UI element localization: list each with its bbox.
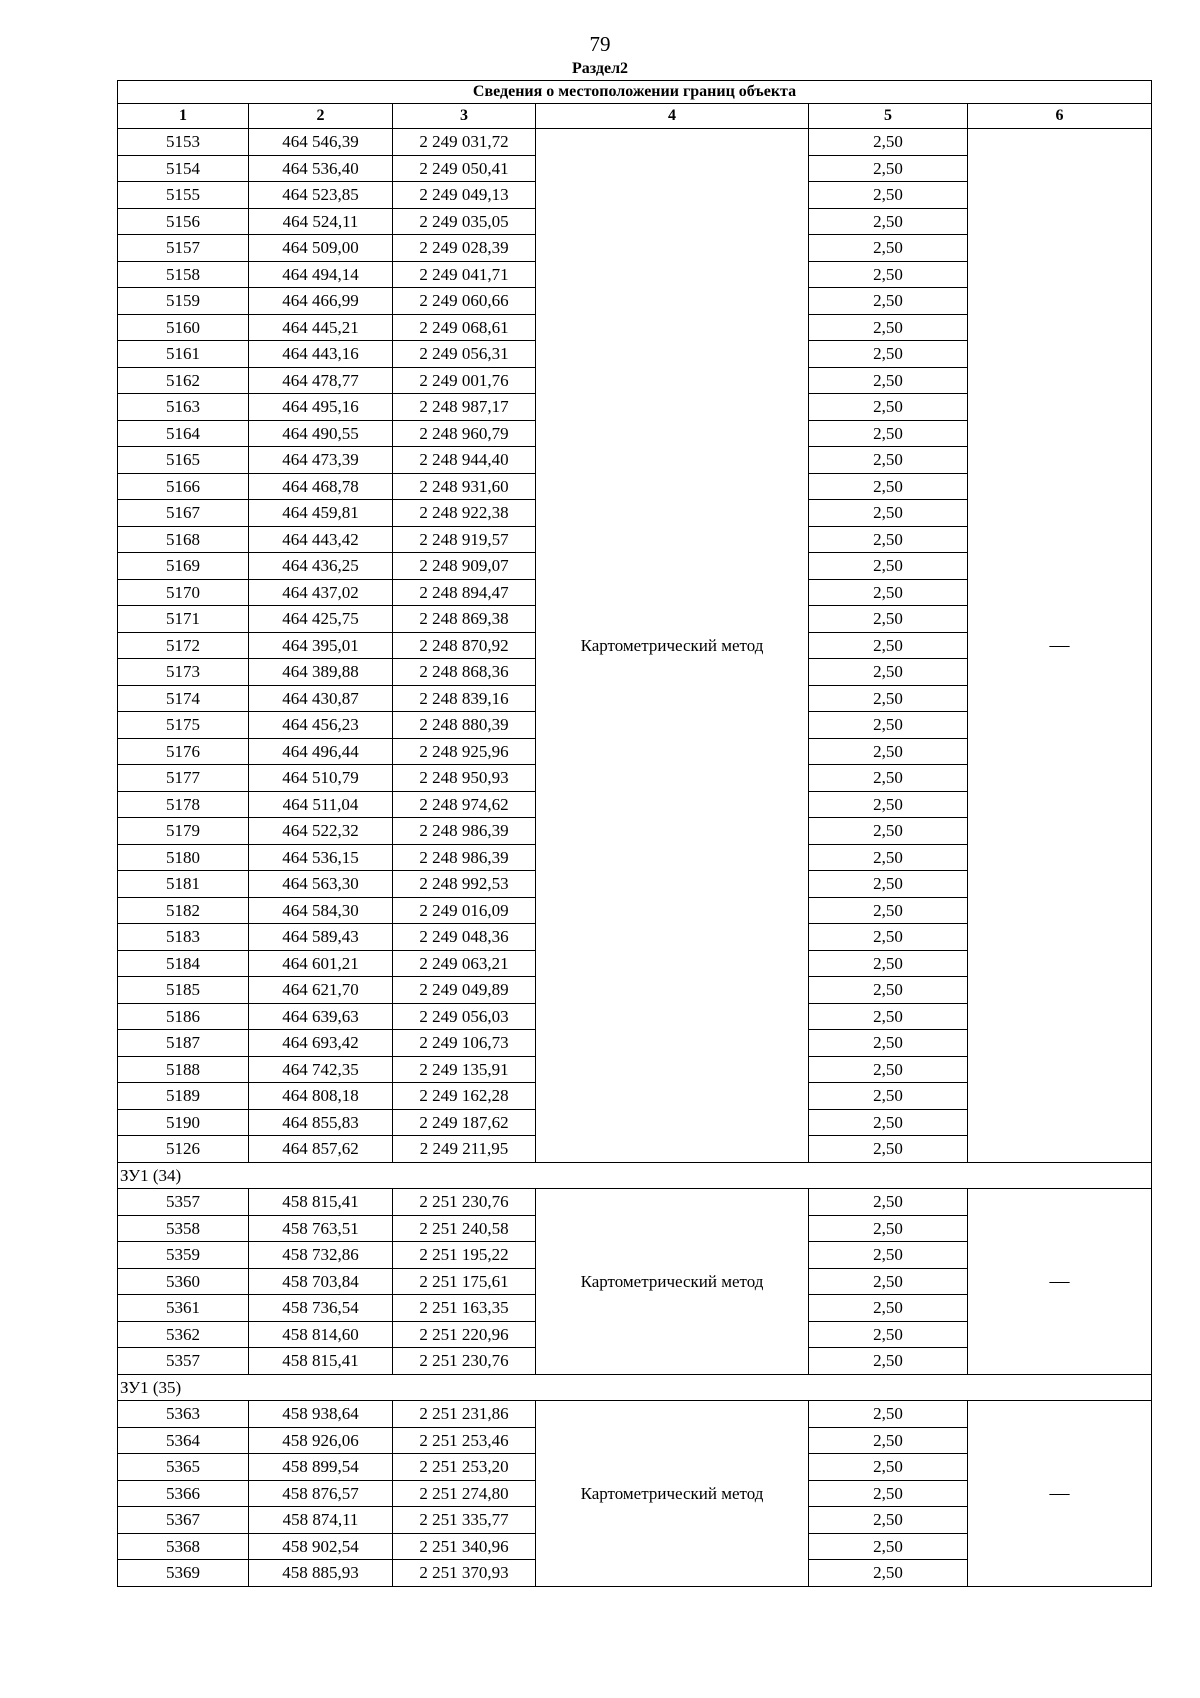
- point-number-cell: 5163: [118, 394, 249, 421]
- y-coordinate-cell: 2 251 370,93: [393, 1560, 536, 1587]
- x-coordinate-cell: 464 490,55: [249, 420, 393, 447]
- x-coordinate-cell: 458 732,86: [249, 1242, 393, 1269]
- x-coordinate-cell: 458 938,64: [249, 1401, 393, 1428]
- y-coordinate-cell: 2 249 049,13: [393, 182, 536, 209]
- x-coordinate-cell: 464 466,99: [249, 288, 393, 315]
- point-number-cell: 5366: [118, 1480, 249, 1507]
- point-number-cell: 5174: [118, 685, 249, 712]
- precision-cell: 2,50: [809, 553, 968, 580]
- point-number-cell: 5362: [118, 1321, 249, 1348]
- y-coordinate-cell: 2 251 274,80: [393, 1480, 536, 1507]
- precision-cell: 2,50: [809, 924, 968, 951]
- x-coordinate-cell: 464 639,63: [249, 1003, 393, 1030]
- point-number-cell: 5126: [118, 1136, 249, 1163]
- y-coordinate-cell: 2 248 992,53: [393, 871, 536, 898]
- precision-cell: 2,50: [809, 871, 968, 898]
- y-coordinate-cell: 2 248 925,96: [393, 738, 536, 765]
- y-coordinate-cell: 2 251 340,96: [393, 1533, 536, 1560]
- point-number-cell: 5358: [118, 1215, 249, 1242]
- table-row: [118, 129, 1152, 156]
- precision-cell: 2,50: [809, 182, 968, 209]
- y-coordinate-cell: 2 251 231,86: [393, 1401, 536, 1428]
- y-coordinate-cell: 2 249 063,21: [393, 950, 536, 977]
- precision-cell: 2,50: [809, 685, 968, 712]
- precision-cell: 2,50: [809, 394, 968, 421]
- point-number-cell: 5186: [118, 1003, 249, 1030]
- x-coordinate-cell: 458 763,51: [249, 1215, 393, 1242]
- x-coordinate-cell: 464 857,62: [249, 1136, 393, 1163]
- x-coordinate-cell: 458 703,84: [249, 1268, 393, 1295]
- group-label-row: [118, 1374, 1152, 1401]
- column-header-5: 5: [809, 104, 968, 129]
- x-coordinate-cell: 458 926,06: [249, 1427, 393, 1454]
- precision-cell: 2,50: [809, 1401, 968, 1428]
- precision-cell: 2,50: [809, 155, 968, 182]
- y-coordinate-cell: 2 248 922,38: [393, 500, 536, 527]
- y-coordinate-cell: 2 248 944,40: [393, 447, 536, 474]
- precision-cell: 2,50: [809, 1321, 968, 1348]
- y-coordinate-cell: 2 248 919,57: [393, 526, 536, 553]
- point-number-cell: 5168: [118, 526, 249, 553]
- y-coordinate-cell: 2 248 986,39: [393, 818, 536, 845]
- x-coordinate-cell: 458 899,54: [249, 1454, 393, 1481]
- y-coordinate-cell: 2 249 135,91: [393, 1056, 536, 1083]
- point-number-cell: 5175: [118, 712, 249, 739]
- y-coordinate-cell: 2 249 016,09: [393, 897, 536, 924]
- precision-cell: 2,50: [809, 447, 968, 474]
- table-caption: Сведения о местоположении границ объекта: [118, 81, 1152, 104]
- column-header-4: 4: [536, 104, 809, 129]
- precision-cell: 2,50: [809, 897, 968, 924]
- x-coordinate-cell: 464 430,87: [249, 685, 393, 712]
- point-number-cell: 5184: [118, 950, 249, 977]
- precision-cell: 2,50: [809, 1215, 968, 1242]
- y-coordinate-cell: 2 249 056,03: [393, 1003, 536, 1030]
- column-header-6: 6: [968, 104, 1152, 129]
- point-number-cell: 5187: [118, 1030, 249, 1057]
- point-number-cell: 5161: [118, 341, 249, 368]
- x-coordinate-cell: 464 494,14: [249, 261, 393, 288]
- x-coordinate-cell: 464 510,79: [249, 765, 393, 792]
- point-number-cell: 5365: [118, 1454, 249, 1481]
- x-coordinate-cell: 458 815,41: [249, 1189, 393, 1216]
- precision-cell: 2,50: [809, 235, 968, 262]
- x-coordinate-cell: 464 584,30: [249, 897, 393, 924]
- y-coordinate-cell: 2 249 035,05: [393, 208, 536, 235]
- point-number-cell: 5158: [118, 261, 249, 288]
- y-coordinate-cell: 2 248 950,93: [393, 765, 536, 792]
- x-coordinate-cell: 464 473,39: [249, 447, 393, 474]
- precision-cell: 2,50: [809, 1427, 968, 1454]
- point-number-cell: 5173: [118, 659, 249, 686]
- boundary-table: [117, 80, 1152, 1587]
- x-coordinate-cell: 464 742,35: [249, 1056, 393, 1083]
- y-coordinate-cell: 2 249 106,73: [393, 1030, 536, 1057]
- precision-cell: 2,50: [809, 1533, 968, 1560]
- x-coordinate-cell: 464 445,21: [249, 314, 393, 341]
- precision-cell: 2,50: [809, 791, 968, 818]
- y-coordinate-cell: 2 251 335,77: [393, 1507, 536, 1534]
- point-number-cell: 5183: [118, 924, 249, 951]
- column-header-1: 1: [118, 104, 249, 129]
- y-coordinate-cell: 2 249 041,71: [393, 261, 536, 288]
- x-coordinate-cell: 458 885,93: [249, 1560, 393, 1587]
- y-coordinate-cell: 2 248 868,36: [393, 659, 536, 686]
- table-row: [118, 1401, 1152, 1428]
- x-coordinate-cell: 464 509,00: [249, 235, 393, 262]
- y-coordinate-cell: 2 248 974,62: [393, 791, 536, 818]
- precision-cell: 2,50: [809, 579, 968, 606]
- point-number-cell: 5153: [118, 129, 249, 156]
- precision-cell: 2,50: [809, 632, 968, 659]
- x-coordinate-cell: 458 814,60: [249, 1321, 393, 1348]
- point-number-cell: 5166: [118, 473, 249, 500]
- x-coordinate-cell: 464 436,25: [249, 553, 393, 580]
- y-coordinate-cell: 2 251 230,76: [393, 1189, 536, 1216]
- x-coordinate-cell: 464 459,81: [249, 500, 393, 527]
- precision-cell: 2,50: [809, 1348, 968, 1375]
- x-coordinate-cell: 464 546,39: [249, 129, 393, 156]
- x-coordinate-cell: 464 536,40: [249, 155, 393, 182]
- point-number-cell: 5159: [118, 288, 249, 315]
- point-number-cell: 5165: [118, 447, 249, 474]
- y-coordinate-cell: 2 248 987,17: [393, 394, 536, 421]
- x-coordinate-cell: 464 468,78: [249, 473, 393, 500]
- y-coordinate-cell: 2 251 253,46: [393, 1427, 536, 1454]
- section-title: Раздел2: [571, 60, 629, 77]
- x-coordinate-cell: 458 876,57: [249, 1480, 393, 1507]
- point-number-cell: 5367: [118, 1507, 249, 1534]
- precision-cell: 2,50: [809, 1454, 968, 1481]
- x-coordinate-cell: 464 524,11: [249, 208, 393, 235]
- y-coordinate-cell: 2 251 175,61: [393, 1268, 536, 1295]
- x-coordinate-cell: 464 621,70: [249, 977, 393, 1004]
- precision-cell: 2,50: [809, 1083, 968, 1110]
- x-coordinate-cell: 464 443,42: [249, 526, 393, 553]
- y-coordinate-cell: 2 249 031,72: [393, 129, 536, 156]
- point-number-cell: 5155: [118, 182, 249, 209]
- precision-cell: 2,50: [809, 950, 968, 977]
- precision-cell: 2,50: [809, 526, 968, 553]
- point-number-cell: 5176: [118, 738, 249, 765]
- precision-cell: 2,50: [809, 844, 968, 871]
- precision-cell: 2,50: [809, 129, 968, 156]
- x-coordinate-cell: 464 808,18: [249, 1083, 393, 1110]
- point-number-cell: 5167: [118, 500, 249, 527]
- precision-cell: 2,50: [809, 818, 968, 845]
- precision-cell: 2,50: [809, 288, 968, 315]
- precision-cell: 2,50: [809, 659, 968, 686]
- y-coordinate-cell: 2 251 163,35: [393, 1295, 536, 1322]
- x-coordinate-cell: 458 874,11: [249, 1507, 393, 1534]
- precision-cell: 2,50: [809, 473, 968, 500]
- precision-cell: 2,50: [809, 500, 968, 527]
- y-coordinate-cell: 2 248 909,07: [393, 553, 536, 580]
- point-number-cell: 5359: [118, 1242, 249, 1269]
- x-coordinate-cell: 458 815,41: [249, 1348, 393, 1375]
- method-cell: Картометрический метод: [536, 1401, 809, 1587]
- y-coordinate-cell: 2 249 050,41: [393, 155, 536, 182]
- y-coordinate-cell: 2 248 870,92: [393, 632, 536, 659]
- point-number-cell: 5162: [118, 367, 249, 394]
- y-coordinate-cell: 2 248 869,38: [393, 606, 536, 633]
- x-coordinate-cell: 464 495,16: [249, 394, 393, 421]
- y-coordinate-cell: 2 249 001,76: [393, 367, 536, 394]
- precision-cell: 2,50: [809, 1136, 968, 1163]
- x-coordinate-cell: 464 511,04: [249, 791, 393, 818]
- y-coordinate-cell: 2 251 253,20: [393, 1454, 536, 1481]
- point-number-cell: 5189: [118, 1083, 249, 1110]
- y-coordinate-cell: 2 249 211,95: [393, 1136, 536, 1163]
- point-number-cell: 5169: [118, 553, 249, 580]
- precision-cell: 2,50: [809, 314, 968, 341]
- precision-cell: 2,50: [809, 1295, 968, 1322]
- point-number-cell: 5368: [118, 1533, 249, 1560]
- precision-cell: 2,50: [809, 1560, 968, 1587]
- point-number-cell: 5190: [118, 1109, 249, 1136]
- y-coordinate-cell: 2 249 060,66: [393, 288, 536, 315]
- column-6-cell: —: [968, 1189, 1152, 1375]
- x-coordinate-cell: 464 536,15: [249, 844, 393, 871]
- precision-cell: 2,50: [809, 712, 968, 739]
- x-coordinate-cell: 464 389,88: [249, 659, 393, 686]
- x-coordinate-cell: 464 855,83: [249, 1109, 393, 1136]
- x-coordinate-cell: 464 395,01: [249, 632, 393, 659]
- point-number-cell: 5188: [118, 1056, 249, 1083]
- precision-cell: 2,50: [809, 208, 968, 235]
- y-coordinate-cell: 2 251 240,58: [393, 1215, 536, 1242]
- y-coordinate-cell: 2 251 195,22: [393, 1242, 536, 1269]
- precision-cell: 2,50: [809, 738, 968, 765]
- point-number-cell: 5160: [118, 314, 249, 341]
- point-number-cell: 5164: [118, 420, 249, 447]
- precision-cell: 2,50: [809, 1268, 968, 1295]
- precision-cell: 2,50: [809, 341, 968, 368]
- y-coordinate-cell: 2 249 048,36: [393, 924, 536, 951]
- y-coordinate-cell: 2 249 068,61: [393, 314, 536, 341]
- point-number-cell: 5361: [118, 1295, 249, 1322]
- point-number-cell: 5154: [118, 155, 249, 182]
- point-number-cell: 5178: [118, 791, 249, 818]
- y-coordinate-cell: 2 249 162,28: [393, 1083, 536, 1110]
- y-coordinate-cell: 2 248 931,60: [393, 473, 536, 500]
- page-number: 79: [589, 32, 611, 56]
- point-number-cell: 5363: [118, 1401, 249, 1428]
- precision-cell: 2,50: [809, 977, 968, 1004]
- precision-cell: 2,50: [809, 367, 968, 394]
- precision-cell: 2,50: [809, 1480, 968, 1507]
- x-coordinate-cell: 464 478,77: [249, 367, 393, 394]
- x-coordinate-cell: 464 443,16: [249, 341, 393, 368]
- point-number-cell: 5170: [118, 579, 249, 606]
- point-number-cell: 5364: [118, 1427, 249, 1454]
- x-coordinate-cell: 464 601,21: [249, 950, 393, 977]
- x-coordinate-cell: 464 425,75: [249, 606, 393, 633]
- y-coordinate-cell: 2 249 049,89: [393, 977, 536, 1004]
- precision-cell: 2,50: [809, 1109, 968, 1136]
- point-number-cell: 5171: [118, 606, 249, 633]
- y-coordinate-cell: 2 248 894,47: [393, 579, 536, 606]
- precision-cell: 2,50: [809, 1030, 968, 1057]
- method-cell: Картометрический метод: [536, 1189, 809, 1375]
- y-coordinate-cell: 2 248 839,16: [393, 685, 536, 712]
- group-label-row: [118, 1162, 1152, 1189]
- point-number-cell: 5179: [118, 818, 249, 845]
- x-coordinate-cell: 464 563,30: [249, 871, 393, 898]
- precision-cell: 2,50: [809, 1242, 968, 1269]
- point-number-cell: 5369: [118, 1560, 249, 1587]
- x-coordinate-cell: 464 437,02: [249, 579, 393, 606]
- x-coordinate-cell: 464 589,43: [249, 924, 393, 951]
- y-coordinate-cell: 2 248 960,79: [393, 420, 536, 447]
- column-6-cell: —: [968, 129, 1152, 1163]
- table-row: [118, 1189, 1152, 1216]
- point-number-cell: 5360: [118, 1268, 249, 1295]
- column-6-cell: —: [968, 1401, 1152, 1587]
- y-coordinate-cell: 2 251 220,96: [393, 1321, 536, 1348]
- precision-cell: 2,50: [809, 1056, 968, 1083]
- column-header-3: 3: [393, 104, 536, 129]
- precision-cell: 2,50: [809, 420, 968, 447]
- y-coordinate-cell: 2 249 028,39: [393, 235, 536, 262]
- point-number-cell: 5180: [118, 844, 249, 871]
- precision-cell: 2,50: [809, 1003, 968, 1030]
- group-label: ЗУ1 (35): [118, 1374, 1152, 1401]
- point-number-cell: 5357: [118, 1348, 249, 1375]
- y-coordinate-cell: 2 248 986,39: [393, 844, 536, 871]
- column-header-2: 2: [249, 104, 393, 129]
- x-coordinate-cell: 464 693,42: [249, 1030, 393, 1057]
- precision-cell: 2,50: [809, 606, 968, 633]
- y-coordinate-cell: 2 248 880,39: [393, 712, 536, 739]
- x-coordinate-cell: 464 523,85: [249, 182, 393, 209]
- method-cell: Картометрический метод: [536, 129, 809, 1163]
- point-number-cell: 5177: [118, 765, 249, 792]
- precision-cell: 2,50: [809, 1189, 968, 1216]
- y-coordinate-cell: 2 249 056,31: [393, 341, 536, 368]
- point-number-cell: 5172: [118, 632, 249, 659]
- precision-cell: 2,50: [809, 261, 968, 288]
- point-number-cell: 5185: [118, 977, 249, 1004]
- point-number-cell: 5181: [118, 871, 249, 898]
- point-number-cell: 5182: [118, 897, 249, 924]
- x-coordinate-cell: 458 902,54: [249, 1533, 393, 1560]
- y-coordinate-cell: 2 249 187,62: [393, 1109, 536, 1136]
- point-number-cell: 5157: [118, 235, 249, 262]
- precision-cell: 2,50: [809, 1507, 968, 1534]
- x-coordinate-cell: 464 522,32: [249, 818, 393, 845]
- group-label: ЗУ1 (34): [118, 1162, 1152, 1189]
- x-coordinate-cell: 464 496,44: [249, 738, 393, 765]
- x-coordinate-cell: 464 456,23: [249, 712, 393, 739]
- point-number-cell: 5357: [118, 1189, 249, 1216]
- y-coordinate-cell: 2 251 230,76: [393, 1348, 536, 1375]
- precision-cell: 2,50: [809, 765, 968, 792]
- x-coordinate-cell: 458 736,54: [249, 1295, 393, 1322]
- point-number-cell: 5156: [118, 208, 249, 235]
